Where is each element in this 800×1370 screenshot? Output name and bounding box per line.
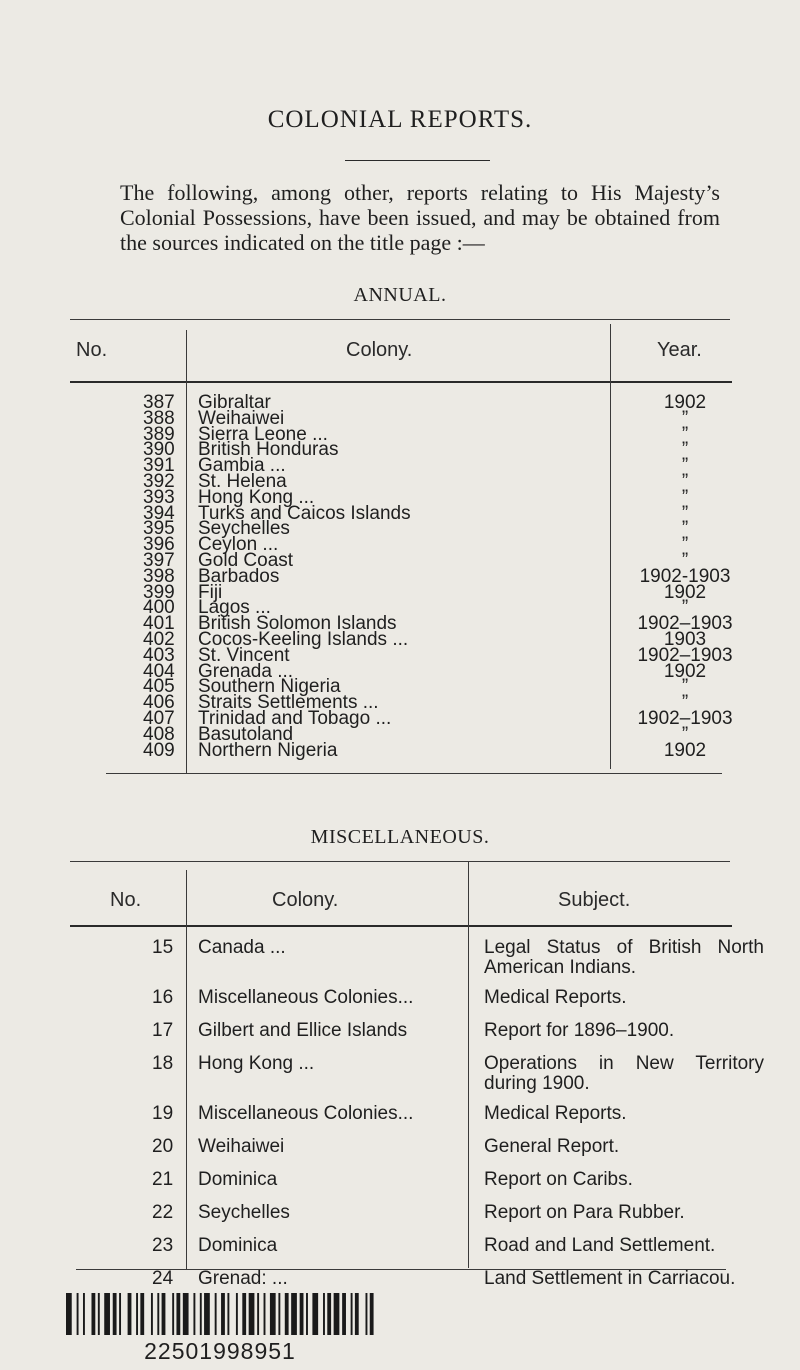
barcode-bar	[91, 1293, 95, 1335]
barcode-bar	[183, 1293, 189, 1335]
annual-row-colony: Southern Nigeria	[198, 676, 341, 698]
misc-row-subject: Land Settlement in Carriacou.	[484, 1268, 736, 1289]
barcode-bar	[249, 1293, 255, 1335]
misc-row-no: 21	[152, 1169, 174, 1190]
barcode-bar	[215, 1293, 217, 1335]
annual-row-colony: Fiji	[198, 581, 223, 603]
annual-header-year: Year.	[657, 339, 702, 361]
annual-row-colony: Trinidad and Tobago ...	[198, 708, 392, 729]
annual-row-no: 409	[143, 739, 175, 761]
annual-row-no: 395	[143, 518, 175, 540]
barcode-bar	[327, 1293, 331, 1335]
misc-row-colony: Dominica	[198, 1169, 278, 1190]
annual-row-year: ”	[681, 455, 689, 477]
barcode-image	[66, 1293, 374, 1335]
barcode-bar	[193, 1293, 195, 1335]
annual-row-colony: Grenada ...	[198, 660, 294, 682]
barcode-bar	[77, 1293, 79, 1335]
barcode-bar	[236, 1293, 238, 1335]
barcode-bar	[162, 1293, 166, 1335]
misc-row-no: 22	[152, 1202, 174, 1223]
annual-row-no: 398	[143, 565, 175, 587]
annual-row-no: 397	[143, 550, 175, 571]
annual-row-colony: Turks and Caicos Islands	[198, 502, 411, 524]
annual-row-year: 1902-1903	[639, 565, 731, 587]
misc-row-subject: Medical Reports.	[484, 1103, 627, 1124]
annual-row-no: 406	[143, 692, 175, 714]
annual-row-year: ”	[681, 502, 689, 524]
misc-col-divider-1	[186, 870, 187, 1270]
misc-row-no: 17	[152, 1020, 174, 1041]
barcode-bar	[172, 1293, 174, 1335]
misc-row-no: 19	[152, 1103, 174, 1124]
annual-row-year: 1902–1903	[637, 613, 733, 635]
annual-row-colony: Hong Kong ...	[198, 486, 315, 508]
misc-row-colony: Grenad: ...	[198, 1268, 288, 1289]
misc-row-no: 16	[152, 987, 174, 1008]
misc-row-subject: Medical Reports.	[484, 987, 627, 1008]
misc-header-rule	[70, 925, 732, 927]
barcode-bar	[323, 1293, 325, 1335]
annual-table-top-rule	[70, 319, 730, 320]
barcode-bar	[285, 1293, 289, 1335]
annual-row-no: 399	[143, 581, 175, 603]
misc-row-no: 23	[152, 1235, 174, 1256]
barcode-bar	[140, 1293, 144, 1335]
misc-row-subject: Report on Para Rubber.	[484, 1202, 685, 1223]
misc-row-subject: Operations in New Territory during 1900.	[484, 1053, 764, 1094]
barcode-bar	[242, 1293, 246, 1335]
annual-row-colony: Straits Settlements ...	[198, 692, 379, 714]
misc-row-subject: Report for 1896–1900.	[484, 1020, 675, 1041]
annual-row-year: 1902	[663, 392, 707, 413]
barcode-bar	[200, 1293, 202, 1335]
misc-table-top-rule	[70, 861, 730, 862]
annual-header-no: No.	[76, 339, 108, 361]
misc-row-subject: General Report.	[484, 1136, 620, 1157]
annual-row-colony: Barbados	[198, 565, 280, 587]
annual-row-no: 396	[143, 534, 175, 556]
annual-row-year: 1903	[663, 629, 707, 650]
annual-row-colony: British Solomon Islands	[198, 613, 397, 635]
annual-row-colony: St. Helena	[198, 471, 287, 492]
barcode-bar	[278, 1293, 280, 1335]
barcode-bar	[221, 1293, 225, 1335]
annual-row-year: 1902	[663, 581, 707, 603]
barcode-bar	[98, 1293, 100, 1335]
annual-row-year: ”	[681, 518, 689, 540]
annual-row-colony: British Honduras	[198, 439, 339, 461]
annual-row-year: ”	[681, 534, 689, 556]
barcode-bar	[204, 1293, 210, 1335]
annual-row-year: ”	[681, 471, 689, 492]
annual-row-colony: St. Vincent	[198, 644, 290, 666]
barcode-bar	[355, 1293, 359, 1335]
misc-col-divider-2	[468, 862, 469, 1268]
annual-row-year: ”	[681, 597, 689, 619]
misc-header-colony: Colony.	[272, 889, 339, 911]
annual-row-no: 392	[143, 471, 175, 492]
misc-row-colony: Dominica	[198, 1235, 278, 1256]
annual-row-colony: Northern Nigeria	[198, 739, 338, 761]
barcode-bar	[300, 1293, 304, 1335]
annual-row-no: 408	[143, 723, 175, 745]
barcode-bar	[342, 1293, 346, 1335]
annual-row-year: 1902	[663, 660, 707, 682]
barcode-bar	[151, 1293, 153, 1335]
annual-row-year: ”	[681, 723, 689, 745]
annual-row-colony: Cocos-Keeling Islands ...	[198, 629, 409, 650]
annual-row-colony: Gold Coast	[198, 550, 294, 571]
page-heading: COLONIAL REPORTS.	[267, 106, 533, 133]
barcode-bar	[291, 1293, 297, 1335]
barcode-bar	[128, 1293, 132, 1335]
barcode-bar	[312, 1293, 318, 1335]
annual-row-no: 400	[143, 597, 175, 619]
barcode-bar	[104, 1293, 110, 1335]
annual-row-year: ”	[681, 423, 689, 445]
annual-row-year: ”	[681, 550, 689, 571]
barcode-bar	[113, 1293, 117, 1335]
barcode-bar	[306, 1293, 308, 1335]
annual-row-no: 407	[143, 708, 175, 729]
annual-row-no: 389	[143, 423, 175, 445]
misc-row-colony: Seychelles	[198, 1202, 290, 1223]
barcode-bar	[83, 1293, 85, 1335]
annual-section-title: ANNUAL.	[353, 284, 447, 306]
misc-row-colony: Weihaiwei	[198, 1136, 285, 1157]
annual-row-no: 388	[143, 407, 175, 429]
misc-row-colony: Hong Kong ...	[198, 1053, 315, 1074]
annual-row-colony: Sierra Leone ...	[198, 423, 328, 445]
misc-table-bottom-rule	[76, 1269, 726, 1270]
misc-row-colony: Gilbert and Ellice Islands	[198, 1020, 408, 1041]
barcode-bar	[66, 1293, 72, 1335]
barcode-bar	[370, 1293, 374, 1335]
misc-header-no: No.	[110, 889, 142, 911]
annual-table-bottom-rule	[106, 773, 722, 774]
intro-paragraph: The following, among other, reports relating to His Majesty’s Colonial Possessions, have been issued, and may be obtained from the sources indicated on the title page :—	[120, 180, 720, 255]
annual-row-colony: Seychelles	[198, 518, 290, 540]
annual-row-no: 393	[143, 486, 175, 508]
annual-row-no: 391	[143, 455, 175, 477]
annual-row-year: ”	[681, 439, 689, 461]
barcode-number: 22501998951	[144, 1338, 296, 1364]
annual-row-no: 403	[143, 644, 175, 666]
misc-row-no: 18	[152, 1053, 174, 1074]
misc-row-subject: Legal Status of British North American Indians.	[484, 937, 764, 978]
annual-row-year: 1902–1903	[637, 644, 733, 666]
annual-row-year: 1902–1903	[637, 708, 733, 729]
annual-row-year: ”	[681, 692, 689, 714]
misc-row-no: 20	[152, 1136, 174, 1157]
barcode-bar	[366, 1293, 368, 1335]
misc-row-subject: Road and Land Settlement.	[484, 1235, 716, 1256]
misc-row-colony: Canada ...	[198, 937, 286, 958]
misc-row-colony: Miscellaneous Colonies...	[198, 1103, 414, 1124]
barcode-bar	[157, 1293, 159, 1335]
barcode-bar	[257, 1293, 259, 1335]
barcode-bar	[119, 1293, 121, 1335]
misc-header-subject: Subject.	[558, 889, 631, 911]
misc-row-subject: Report on Caribs.	[484, 1169, 633, 1190]
annual-row-no: 387	[143, 392, 175, 413]
annual-row-no: 401	[143, 613, 175, 635]
annual-header-rule	[70, 381, 732, 383]
barcode-bar	[264, 1293, 266, 1335]
misc-row-no: 24	[152, 1268, 174, 1289]
barcode-bar	[227, 1293, 229, 1335]
annual-row-year: ”	[681, 486, 689, 508]
annual-row-colony: Basutoland	[198, 723, 294, 745]
barcode-bar	[270, 1293, 276, 1335]
misc-row-no: 15	[152, 937, 174, 958]
annual-row-colony: Weihaiwei	[198, 407, 285, 429]
barcode-bar	[351, 1293, 353, 1335]
annual-col-divider-1	[186, 330, 187, 773]
annual-row-colony: Gibraltar	[198, 392, 271, 413]
barcode-bar	[136, 1293, 138, 1335]
heading-rule	[345, 160, 490, 161]
annual-row-year: ”	[681, 407, 689, 429]
annual-row-year: 1902	[663, 739, 707, 761]
annual-col-divider-2	[610, 324, 611, 769]
annual-row-colony: Ceylon ...	[198, 534, 279, 556]
annual-row-colony: Lagos ...	[198, 597, 271, 619]
misc-row-colony: Miscellaneous Colonies...	[198, 987, 414, 1008]
annual-row-colony: Gambia ...	[198, 455, 286, 477]
annual-header-colony: Colony.	[346, 339, 413, 361]
annual-row-no: 390	[143, 439, 175, 461]
barcode-bar	[334, 1293, 340, 1335]
annual-row-no: 405	[143, 676, 175, 698]
barcode-bar	[176, 1293, 180, 1335]
annual-row-no: 394	[143, 502, 175, 524]
misc-section-title: MISCELLANEOUS.	[310, 826, 490, 848]
annual-row-no: 404	[143, 660, 175, 682]
annual-row-year: ”	[681, 676, 689, 698]
annual-row-no: 402	[143, 629, 175, 650]
